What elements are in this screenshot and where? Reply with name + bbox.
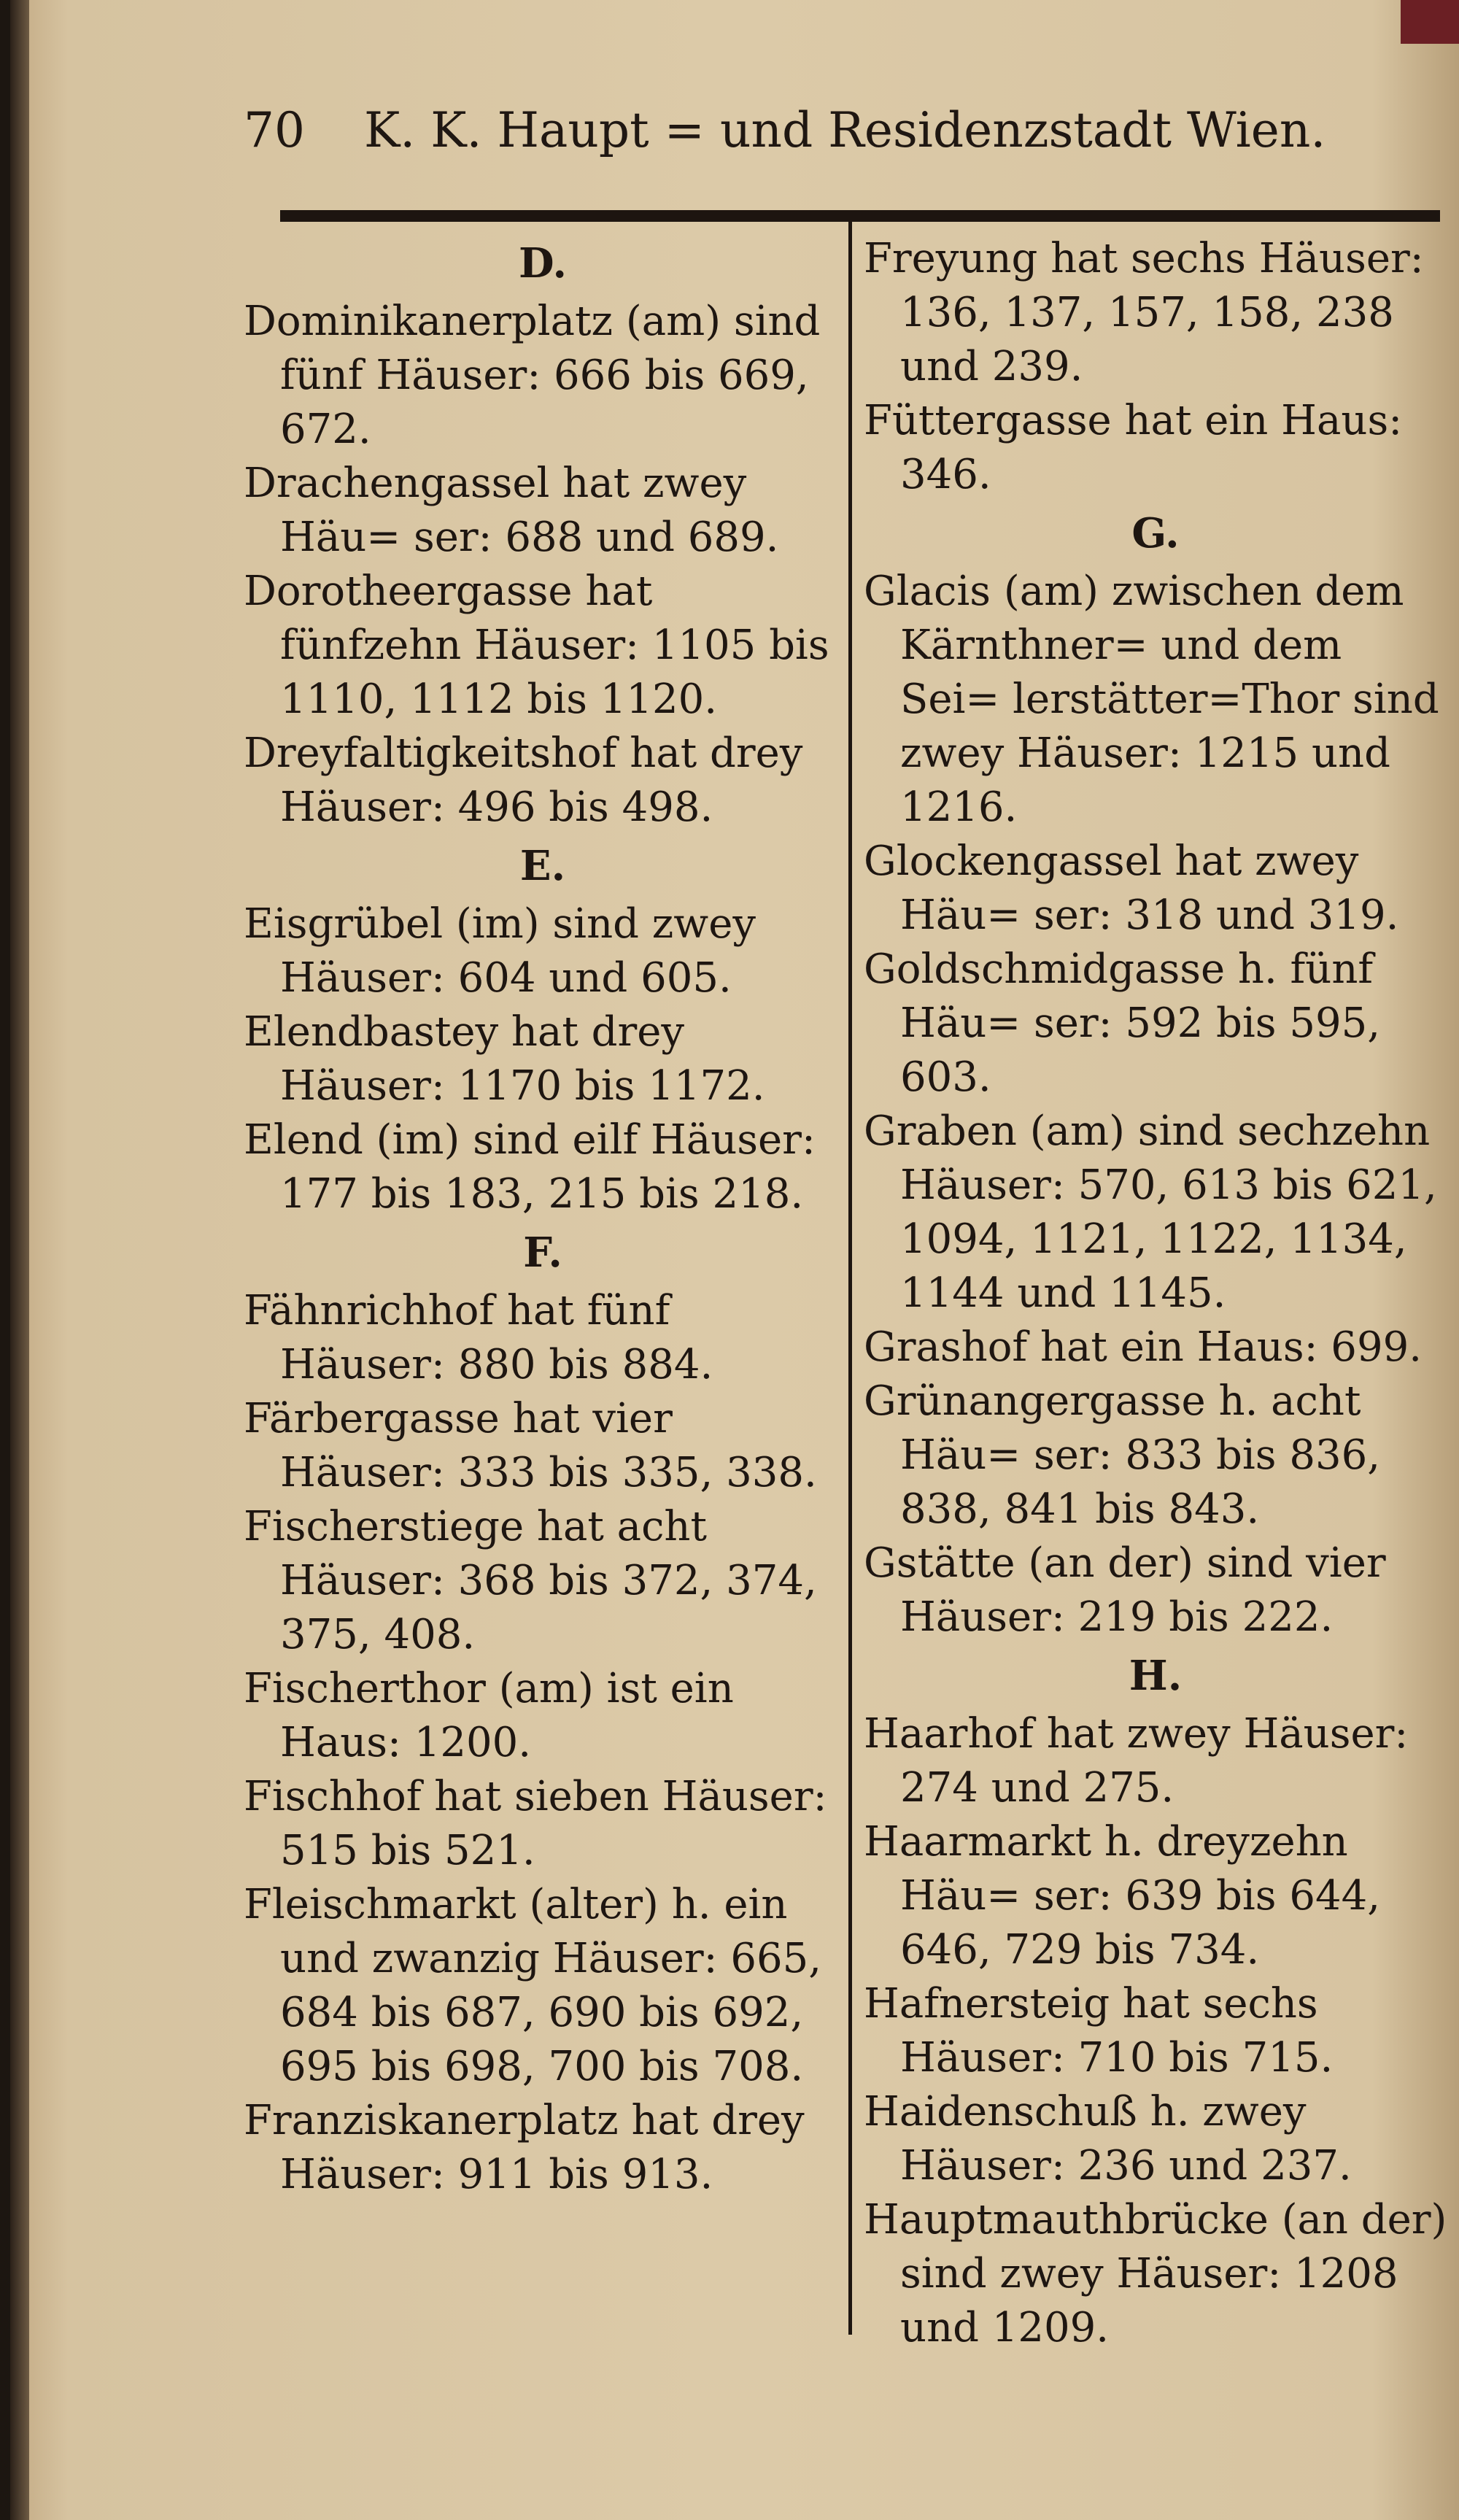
right-column xyxy=(864,232,1447,2355)
section-f-continued xyxy=(864,232,1447,502)
index-entry: Hafnersteig hat sechs Häuser: 710 bis 715. xyxy=(864,1980,1334,2082)
index-entry: Dorotheergasse hat fünfzehn Häuser: 1105 bis 1110, 1112 bis 1120. xyxy=(244,568,829,723)
index-entry: Glacis (am) zwischen dem Kärnthner= und dem Sei= lerstätter=Thor sind zwey Häuser: 1215 und 1216. xyxy=(864,568,1439,831)
index-entry: Füttergasse hat ein Haus: 346. xyxy=(864,397,1403,498)
section-letter: F. xyxy=(523,1229,562,1277)
cover-corner xyxy=(1401,0,1459,44)
index-entry: Haarhof hat zwey Häuser: 274 und 275. xyxy=(864,1710,1409,1812)
header-rule xyxy=(280,210,1440,222)
index-entry: Elend (im) sind eilf Häuser: 177 bis 183, 215 bis 218. xyxy=(244,1116,816,1218)
book-spine xyxy=(10,0,29,2520)
index-entry: Haidenschuß h. zwey Häuser: 236 und 237. xyxy=(864,2088,1352,2189)
index-entry: Eisgrübel (im) sind zwey Häuser: 604 und 605. xyxy=(244,900,756,1002)
column-divider xyxy=(848,219,852,2335)
index-entry: Fischerthor (am) ist ein Haus: 1200. xyxy=(244,1665,734,1766)
index-entry: Drachengassel hat zwey Häu= ser: 688 und 689. xyxy=(244,460,779,561)
index-entry: Franziskanerplatz hat drey Häuser: 911 bis 913. xyxy=(244,2097,805,2198)
index-entry: Färbergasse hat vier Häuser: 333 bis 335, 338. xyxy=(244,1395,817,1496)
section-f xyxy=(244,1226,842,2202)
index-entry: Goldschmidgasse h. fünf Häu= ser: 592 bis 595, 603. xyxy=(864,946,1380,1101)
section-letter: G. xyxy=(1131,509,1180,557)
section-letter: H. xyxy=(1129,1652,1183,1700)
index-entry: Grashof hat ein Haus: 699. xyxy=(864,1323,1422,1371)
index-entry: Freyung hat sechs Häuser: 136, 137, 157, 158, 238 und 239. xyxy=(864,235,1424,390)
book-page xyxy=(10,0,1459,2520)
index-entry: Dominikanerplatz (am) sind fünf Häuser: 666 bis 669, 672. xyxy=(244,298,821,453)
index-entry: Fischerstiege hat acht Häuser: 368 bis 372, 374, 375, 408. xyxy=(244,1503,817,1658)
running-title: K. K. Haupt = und Residenzstadt Wien. xyxy=(363,102,1326,158)
section-letter: D. xyxy=(518,239,568,287)
index-entry: Haarmarkt h. dreyzehn Häu= ser: 639 bis 644, 646, 729 bis 734. xyxy=(864,1818,1380,1974)
section-letter: E. xyxy=(519,842,566,890)
page-header xyxy=(244,102,1338,158)
index-entry: Hauptmauthbrücke (an der) sind zwey Häuser: 1208 und 1209. xyxy=(864,2196,1447,2351)
index-entry: Fähnrichhof hat fünf Häuser: 880 bis 884. xyxy=(244,1287,713,1388)
section-h xyxy=(864,1649,1447,2355)
section-d xyxy=(244,236,842,835)
section-g xyxy=(864,506,1447,1644)
index-entry: Grünangergasse h. acht Häu= ser: 833 bis 836, 838, 841 bis 843. xyxy=(864,1377,1380,1533)
page-number: 70 xyxy=(244,102,305,158)
left-column xyxy=(244,232,842,2202)
index-entry: Elendbastey hat drey Häuser: 1170 bis 1172. xyxy=(244,1008,765,1110)
index-entry: Fleischmarkt (alter) h. ein und zwanzig Häuser: 665, 684 bis 687, 690 bis 692, 695 bis 698, 700 bis 708. xyxy=(244,1881,822,2090)
index-entry: Gstätte (an der) sind vier Häuser: 219 bis 222. xyxy=(864,1539,1386,1641)
index-entry: Dreyfaltigkeitshof hat drey Häuser: 496 bis 498. xyxy=(244,730,803,831)
index-entry: Glockengassel hat zwey Häu= ser: 318 und 319. xyxy=(864,838,1399,939)
index-entry: Graben (am) sind sechzehn Häuser: 570, 613 bis 621, 1094, 1121, 1122, 1134, 1144 und 1145. xyxy=(864,1108,1437,1317)
index-entry: Fischhof hat sieben Häuser: 515 bis 521. xyxy=(244,1773,827,1874)
section-e xyxy=(244,839,842,1221)
